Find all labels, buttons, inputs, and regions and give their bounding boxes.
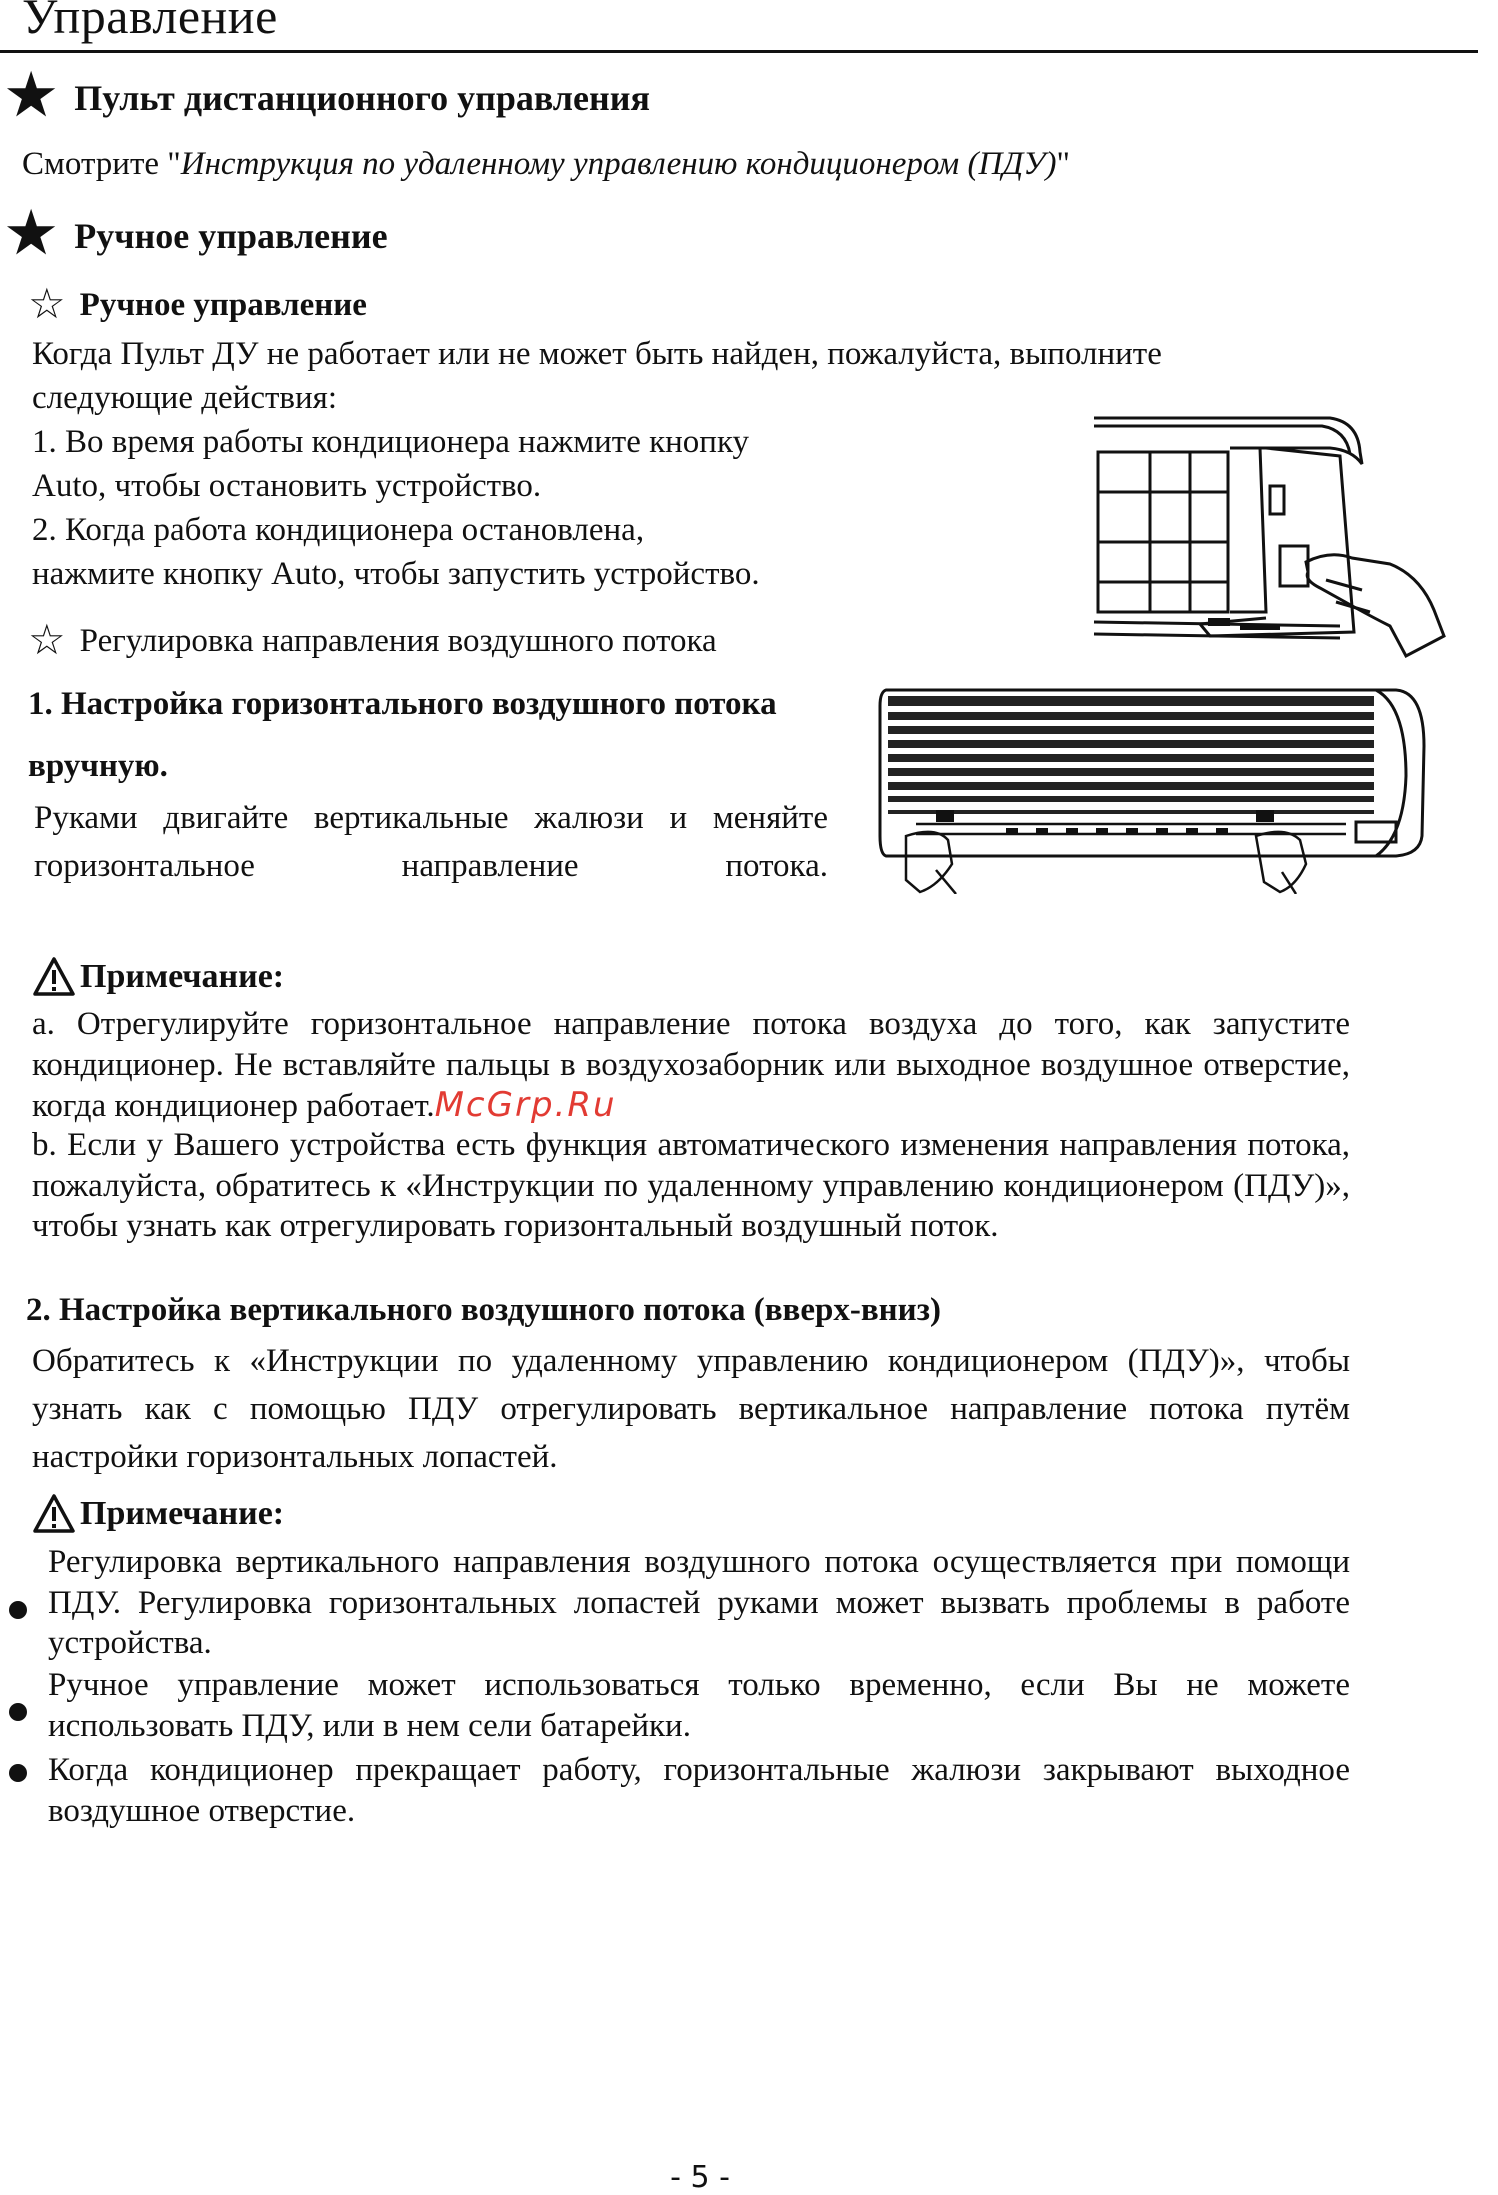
manual-step1-line2: Auto, чтобы остановить устройство. (32, 468, 542, 504)
page-title: Управление (22, 0, 278, 44)
manual-step2-line2: нажмите кнопку Auto, чтобы запустить устройство. (32, 556, 760, 592)
warning-triangle-icon (32, 955, 76, 999)
outline-star-icon: ☆ (28, 282, 66, 328)
note1-heading (32, 955, 284, 999)
section-manual (6, 203, 388, 265)
remote-manual-link[interactable]: Инструкция по удаленному управлению кондиционером (ПДУ) (180, 146, 1057, 182)
vertical-flow-title: 2. Настройка вертикального воздушного потока (вверх-вниз) (26, 1292, 941, 1328)
horizontal-flow-text: Руками двигайте вертикальные жалюзи и меняйте горизонтальное направление потока. (34, 800, 828, 884)
manual-step2-line1: 2. Когда работа кондиционера остановлена, (32, 512, 645, 548)
subsection-manual-heading: Ручное управление (79, 287, 367, 323)
watermark: McGrp.Ru (434, 1085, 617, 1125)
note1-item-a-text: a. Отрегулируйте горизонтальное направление потока воздуха до того, как запустите кондиционер. Не вставляйте пальцы в воздухозаборник или выходное воздушное отверстие, когда кондиционер работает. (32, 1006, 1350, 1124)
illustration-louver-hands (876, 686, 1428, 894)
bullet-dot-icon (9, 1601, 27, 1619)
manual-step1-line1: 1. Во время работы кондиционера нажмите кнопку (32, 424, 750, 460)
bullet-dot-icon (9, 1764, 27, 1782)
section-manual-heading: Ручное управление (74, 216, 388, 256)
note2-bullet-2: Ручное управление может использоваться только временно, если Вы не можете использовать ПДУ, или в нем сели батарейки. (48, 1667, 1350, 1744)
title-divider (0, 50, 1478, 53)
page-number: - 5 - (670, 2160, 730, 2195)
note1-item-a (32, 1004, 1350, 1127)
filled-star-icon: ★ (6, 203, 57, 265)
horizontal-flow-title-line1: 1. Настройка горизонтального воздушного потока (28, 686, 777, 722)
section-remote-heading: Пульт дистанционного управления (74, 78, 650, 118)
vertical-flow-text: Обратитесь к «Инструкции по удаленному управлению кондиционером (ПДУ)», чтобы узнать как с помощью ПДУ отрегулировать вертикальное направление потока путём настройки горизонтальных лопастей. (32, 1343, 1350, 1475)
subsection-airflow (28, 620, 717, 662)
horizontal-flow-title-line2: вручную. (28, 748, 168, 784)
remote-see-suffix: " (1056, 146, 1070, 182)
illustration-auto-button (1090, 412, 1460, 662)
subsection-manual (28, 284, 367, 326)
note1-title: Примечание: (80, 958, 285, 995)
outline-star-icon: ☆ (28, 618, 66, 664)
filled-star-icon: ★ (6, 65, 57, 127)
remote-reference (22, 142, 1070, 186)
note2-bullet-1: Регулировка вертикального направления воздушного потока осуществляется при помощи ПДУ. Регулировка горизонтальных лопастей руками может вызвать проблемы в работе устройства. (48, 1544, 1350, 1661)
note2-title: Примечание: (80, 1495, 285, 1532)
note2-bullet-3: Когда кондиционер прекращает работу, горизонтальные жалюзи закрывают выходное воздушное отверстие. (48, 1752, 1350, 1829)
note2-heading (32, 1492, 284, 1536)
section-remote (6, 65, 650, 127)
bullet-dot-icon (9, 1703, 27, 1721)
note1-item-b: b. Если у Вашего устройства есть функция автоматического изменения направления потока, пожалуйста, обратитесь к «Инструкции по удаленному управлению кондиционером (ПДУ)», чтобы узнать как отрегулировать горизонтальный воздушный поток. (32, 1127, 1350, 1244)
manual-intro: Когда Пульт ДУ не работает или не может быть найден, пожалуйста, выполните следующие действия: (32, 336, 1162, 416)
subsection-airflow-heading: Регулировка направления воздушного потока (79, 623, 717, 659)
remote-see-prefix: Смотрите " (22, 146, 181, 182)
warning-triangle-icon (32, 1492, 76, 1536)
